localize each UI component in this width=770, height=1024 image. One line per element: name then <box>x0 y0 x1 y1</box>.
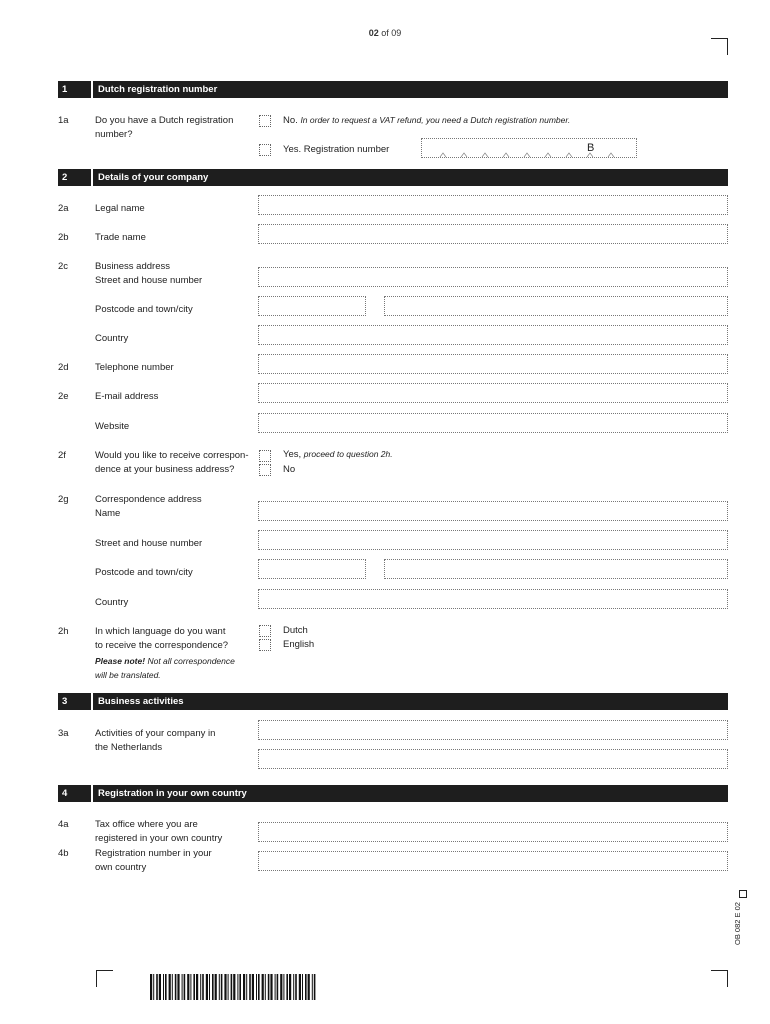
section-header-4: 4 Registration in your own country <box>58 785 728 802</box>
correspondence-question-label: dence at your business address? <box>95 464 235 475</box>
activities-label: Activities of your company in <box>95 728 216 739</box>
barcode-bar <box>246 974 247 1000</box>
corner-mark <box>711 970 728 987</box>
language-question-label: In which language do you want <box>95 626 226 637</box>
barcode-bar <box>265 974 266 1000</box>
dutch-checkbox[interactable] <box>259 625 271 637</box>
option-yes: Yes, proceed to question 2h. <box>283 449 393 460</box>
barcode-bar <box>193 974 195 1000</box>
barcode-bar <box>209 974 210 1000</box>
barcode-bar <box>215 974 217 1000</box>
correspondence-no-checkbox[interactable] <box>259 464 271 476</box>
barcode-bar <box>153 974 154 1000</box>
correspondence-address-label: Correspondence address <box>95 494 202 505</box>
correspondence-city-input[interactable] <box>384 559 728 579</box>
question-label: Do you have a Dutch registration number? <box>95 115 234 140</box>
activities-input-2[interactable] <box>258 749 728 769</box>
barcode-bar <box>243 974 245 1000</box>
own-registration-number-input[interactable] <box>258 851 728 871</box>
barcode-bar <box>184 974 186 1000</box>
barcode-bar <box>219 974 220 1000</box>
form-code: OB 082 E 02 <box>733 902 742 945</box>
barcode-bar <box>221 974 223 1000</box>
barcode-bar <box>175 974 177 1000</box>
barcode-bar <box>286 974 288 1000</box>
business-city-input[interactable] <box>384 296 728 316</box>
country-label: Country <box>95 597 129 608</box>
correspondence-country-input[interactable] <box>258 589 728 609</box>
street-label: Street and house number <box>95 538 203 549</box>
email-label: E-mail address <box>95 391 159 402</box>
barcode-bar <box>283 974 284 1000</box>
question-number: 4a <box>58 819 69 830</box>
activities-label: the Netherlands <box>95 742 163 753</box>
barcode-bar <box>277 974 279 1000</box>
correspondence-question-label: Would you like to receive correspon- <box>95 450 249 461</box>
barcode-bar <box>196 974 198 1000</box>
barcode-bar <box>187 974 189 1000</box>
business-address-label: Business address <box>95 261 170 272</box>
section-header-3: 3 Business activities <box>58 693 728 710</box>
barcode-bar <box>295 974 297 1000</box>
barcode-bar <box>172 974 173 1000</box>
tax-office-label: Tax office where you are <box>95 819 198 830</box>
question-number: 1a <box>58 115 69 126</box>
registration-digit-dividers <box>422 139 638 159</box>
barcode-bar <box>190 974 191 1000</box>
barcode-bar <box>308 974 310 1000</box>
email-input[interactable] <box>258 383 728 403</box>
barcode-bar <box>159 974 161 1000</box>
legal-name-label: Legal name <box>95 203 145 214</box>
barcode-bar <box>150 974 152 1000</box>
english-checkbox[interactable] <box>259 639 271 651</box>
activities-input-1[interactable] <box>258 720 728 740</box>
barcode-bar <box>302 974 303 1000</box>
barcode-bar <box>169 974 171 1000</box>
barcode-bar <box>163 974 164 1000</box>
barcode-bar <box>177 974 179 1000</box>
country-label: Country <box>95 333 129 344</box>
barcode-bar <box>233 974 235 1000</box>
name-label: Name <box>95 508 121 519</box>
postcode-label: Postcode and town/city <box>95 304 193 315</box>
barcode-bar <box>299 974 301 1000</box>
registration-number-label: Registration number in your <box>95 848 212 859</box>
no-checkbox[interactable] <box>259 115 271 127</box>
correspondence-yes-checkbox[interactable] <box>259 450 271 462</box>
registration-number-input[interactable] <box>421 138 637 158</box>
question-number: 2b <box>58 232 69 243</box>
barcode-bar <box>256 974 257 1000</box>
correspondence-street-input[interactable] <box>258 530 728 550</box>
barcode-bar <box>280 974 282 1000</box>
barcode-bar <box>258 974 260 1000</box>
registration-number-label: own country <box>95 862 147 873</box>
question-number: 2d <box>58 362 69 373</box>
barcode-bar <box>228 974 229 1000</box>
postcode-label: Postcode and town/city <box>95 567 193 578</box>
business-street-input[interactable] <box>258 267 728 287</box>
option-english: English <box>283 639 315 650</box>
side-square <box>739 890 747 898</box>
telephone-input[interactable] <box>258 354 728 374</box>
barcode-bar <box>268 974 270 1000</box>
barcode <box>150 974 316 1000</box>
correspondence-name-input[interactable] <box>258 501 728 521</box>
barcode-bar <box>224 974 226 1000</box>
legal-name-input[interactable] <box>258 195 728 215</box>
question-number: 4b <box>58 848 69 859</box>
barcode-bar <box>231 974 233 1000</box>
language-note: Please note! Not all correspondence <box>95 656 235 666</box>
business-country-input[interactable] <box>258 325 728 345</box>
barcode-bar <box>202 974 204 1000</box>
barcode-bar <box>182 974 183 1000</box>
barcode-bar <box>237 974 238 1000</box>
page-number: 02 of 09 <box>368 28 402 38</box>
question-number: 2a <box>58 203 69 214</box>
language-question-label: to receive the correspondence? <box>95 640 229 651</box>
yes-checkbox[interactable] <box>259 144 271 156</box>
barcode-bar <box>239 974 241 1000</box>
barcode-bar <box>293 974 294 1000</box>
tax-office-label: registered in your own country <box>95 833 223 844</box>
barcode-bar <box>212 974 214 1000</box>
corner-mark <box>711 38 728 55</box>
barcode-bar <box>262 974 264 1000</box>
option-no: No. In order to request a VAT refund, you need a Dutch registration number. <box>283 115 571 126</box>
barcode-bar <box>200 974 201 1000</box>
corner-mark <box>96 970 113 987</box>
barcode-bar <box>312 974 313 1000</box>
option-yes: Yes. Registration number <box>283 144 390 155</box>
question-number: 2h <box>58 626 69 637</box>
telephone-label: Telephone number <box>95 362 174 373</box>
question-number: 2f <box>58 450 66 461</box>
registration-letter: B <box>587 142 595 154</box>
option-dutch: Dutch <box>283 625 308 636</box>
language-note: will be translated. <box>95 670 161 680</box>
barcode-bar <box>156 974 158 1000</box>
website-label: Website <box>95 421 130 432</box>
tax-office-input[interactable] <box>258 822 728 842</box>
barcode-bar <box>289 974 291 1000</box>
barcode-bar <box>252 974 254 1000</box>
barcode-bar <box>270 974 272 1000</box>
section-header-2: 2 Details of your company <box>58 169 728 186</box>
correspondence-postcode-input[interactable] <box>258 559 366 579</box>
question-number: 3a <box>58 728 69 739</box>
section-header-1: 1 Dutch registration number <box>58 81 728 98</box>
barcode-bar <box>165 974 167 1000</box>
trade-name-label: Trade name <box>95 232 146 243</box>
barcode-bar <box>249 974 251 1000</box>
barcode-bar <box>275 974 276 1000</box>
option-no: No <box>283 464 296 475</box>
business-postcode-input[interactable] <box>258 296 366 316</box>
website-input[interactable] <box>258 413 728 433</box>
barcode-bar <box>314 974 316 1000</box>
trade-name-input[interactable] <box>258 224 728 244</box>
street-label: Street and house number <box>95 275 203 286</box>
question-number: 2e <box>58 391 69 402</box>
barcode-bar <box>305 974 307 1000</box>
question-number: 2g <box>58 494 69 505</box>
barcode-bar <box>206 974 208 1000</box>
question-number: 2c <box>58 261 69 272</box>
